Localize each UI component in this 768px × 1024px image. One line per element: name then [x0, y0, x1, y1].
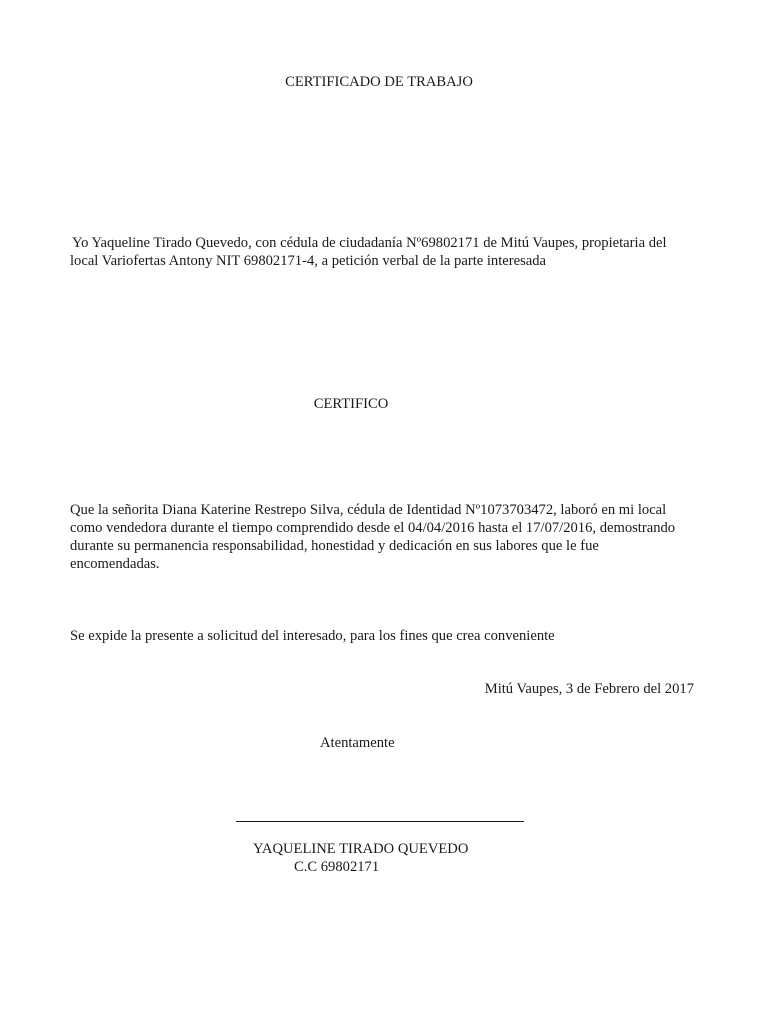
closing-statement: Se expide la presente a solicitud del interesado, para los fines que crea conveniente: [70, 628, 555, 644]
intro-line: Yo Yaqueline Tirado Quevedo, con cédula de ciudadanía Nº69802171 de Mitú Vaupes, propietaria del: [72, 235, 667, 251]
document-title: CERTIFICADO DE TRABAJO: [285, 74, 473, 90]
body-line: Que la señorita Diana Katerine Restrepo Silva, cédula de Identidad Nº1073703472, laboró en mi local: [70, 502, 667, 518]
certifico-heading: CERTIFICO: [313, 396, 389, 412]
signature-line: [236, 821, 524, 822]
closing-salutation: Atentamente: [320, 735, 395, 751]
signer-name: YAQUELINE TIRADO QUEVEDO: [253, 841, 469, 857]
body-line: encomendadas.: [70, 556, 160, 572]
intro-paragraph: [70, 234, 667, 270]
intro-line: local Variofertas Antony NIT 69802171-4, a petición verbal de la parte interesada: [70, 253, 547, 269]
body-line: como vendedora durante el tiempo comprendido desde el 04/04/2016 hasta el 17/07/2016, demostrando: [70, 520, 676, 536]
signer-id-number: C.C 69802171: [294, 859, 380, 875]
place-date: Mitú Vaupes, 3 de Febrero del 2017: [484, 681, 694, 697]
body-paragraph: [70, 501, 675, 573]
body-line: durante su permanencia responsabilidad, honestidad y dedicación en sus labores que le fue: [70, 538, 599, 554]
